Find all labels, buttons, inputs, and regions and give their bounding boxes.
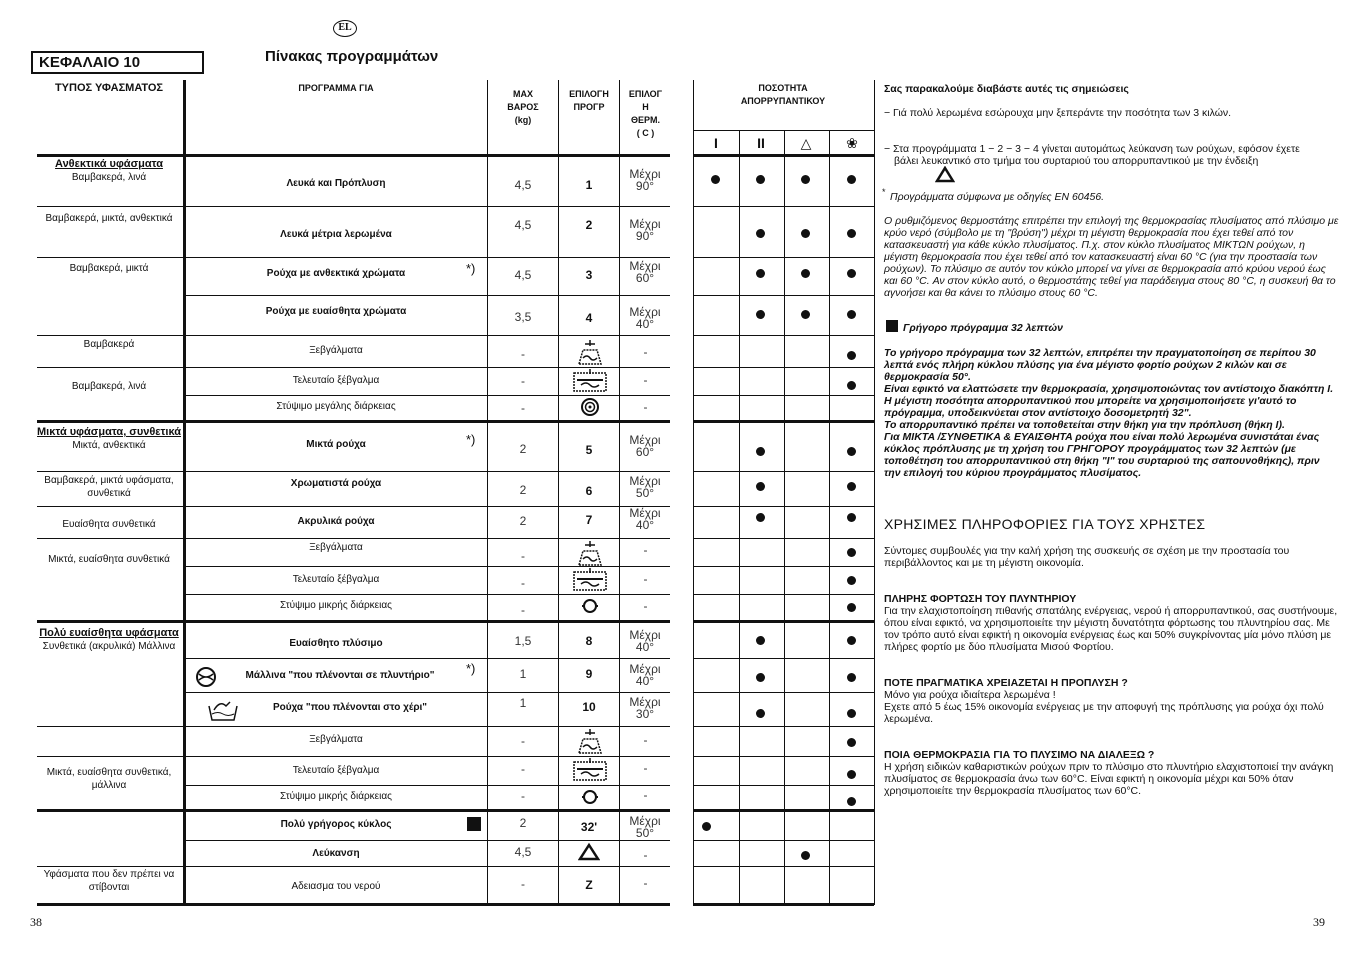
program-name: Στύψιμο μικρής διάρκειας <box>280 791 392 802</box>
bleach-compartment-icon: △ <box>800 135 812 151</box>
program-load: 2 <box>519 816 527 830</box>
quick-program-text: Το γρήγορο πρόγραμμα των 32 λεπτών, επιτρέπει την πραγματοποίηση σε περίπου 30 λεπτά ενός πλήρη κύκλου πλύσης για ένα μέγιστο φορτίο ρούχων 2 κιλών και σε θερμοκρασία 50°. Είναι εφικτό να ελαττώσετε την θερμοκρασία, χρησιμοποιώντας τον αντίστοιχο διακόπτη Ι. Η μέγιστη ποσότητα απορρυπαντικού που μπορείτε να χρησιμοποιήσετε γι'αυτό το πρόγραμμα, υποδεικνύεται στον αντίστοιχο δοσομετρητή 32". Το απορρυπαντικό πρέπει να τοποθετείται στην θήκη για την πρόπλυση (θήκη Ι). Για ΜΙΚΤΑ /ΣΥΝΘΕΤΙΚΑ & ΕΥΑΙΣΘΗΤΑ ρούχα που είναι πολύ λερωμένα συνιστάται ένας κύκλος πρόπλυσης με τη χρήση του ΓΡΗΓΟΡΟΥ προγράμματος των 32 λεπτών (με τοποθέτηση του απορρυπαντικού στη θήκη "Ι" του συρταριού της σαπουνοθήκης), πριν την επιλογή του κύριου προγράμματος πλυσίματος. <box>884 347 1334 479</box>
program-temp: - <box>643 400 648 414</box>
program-name: Στύψιμο μικρής διάρκειας <box>280 600 392 611</box>
program-temp: Μέχρι 50° <box>629 474 661 500</box>
quick-program-title: Γρήγορο πρόγραμμα 32 λεπτών <box>903 322 1063 334</box>
program-name: Πολύ γρήγορος κύκλος <box>280 819 392 830</box>
final-rinse-icon <box>571 368 609 394</box>
rinse-icon <box>575 338 605 366</box>
notes-title: Σας παρακαλούμε διαβάστε αυτές τις σημειώσεις <box>884 83 1129 95</box>
program-temp: Μέχρι 30° <box>629 695 661 721</box>
program-temp: Μέχρι 50° <box>629 814 661 840</box>
program-name: Ακρυλικά ρούχα <box>297 516 375 527</box>
long-spin-icon <box>579 397 601 417</box>
program-name: Ρούχα "που πλένονται στο χέρι" <box>272 702 428 713</box>
program-load: - <box>521 347 525 361</box>
program-name: Λευκά και Πρόπλυση <box>286 178 386 189</box>
program-name: Μικτά ρούχα <box>306 439 366 450</box>
program-selector: 7 <box>585 513 593 527</box>
program-name: Τελευταίο ξέβγαλμα <box>292 765 380 776</box>
info-heading: ΧΡΗΣΙΜΕΣ ΠΛΗΡΟΦΟΡΙΕΣ ΓΙΑ ΤΟΥΣ ΧΡΗΣΤΕΣ <box>884 516 1206 532</box>
note-1: − Γιά πολύ λερωμένα εσώρουχα μην ξεπεράντε την ποσότητα των 3 κιλών. <box>884 107 1232 119</box>
footnote-marker: *) <box>466 661 476 676</box>
program-name: Λευκά μέτρια λερωμένα <box>280 229 392 240</box>
program-temp: Μέχρι 40° <box>629 305 661 331</box>
program-load: - <box>521 401 525 415</box>
program-temp: Μέχρι 40° <box>629 628 661 654</box>
quick-cycle-square-icon <box>467 817 481 831</box>
program-selector: Z <box>585 878 593 892</box>
col-load-header: MAX ΒΑΡΟΣ (kg) <box>507 89 539 125</box>
footnote-marker: *) <box>466 432 476 447</box>
page-number-left: 38 <box>30 915 42 929</box>
note-2: − Στα προγράμματα 1 − 2 − 3 − 4 γίνεται αυτομάτως λεύκανση των ρούχων, εφόσον έχετε βάλει λευκαντικό στο τμήμα του συρταριού του απορρυπαντικού με την ένδειξη <box>884 143 1300 167</box>
program-load: 4,5 <box>514 178 532 192</box>
program-load: 2 <box>519 483 527 497</box>
program-name: Μάλλινα "που πλένονται σε πλυντήριο" <box>245 670 435 681</box>
program-selector: 9 <box>585 667 593 681</box>
fabric-cell: Ευαίσθητα συνθετικά <box>62 519 156 530</box>
program-load: 1 <box>519 696 527 710</box>
program-name: Ρούχα με ευαίσθητα χρώματα <box>265 306 407 317</box>
fabric-cell: Βαμβακερά, λινά <box>71 381 147 392</box>
program-temp: Μέχρι 90° <box>629 217 661 243</box>
fabric-cell: Βαμβακερά, μικτά υφάσματα, συνθετικά <box>44 475 174 499</box>
prewash-text: Μόνο για ρούχα ιδιαίτερα λερωμένα ! Εχετε από 5 έως 15% οικονομία ενέργειας με την αποφυγή της πρόπλυσης για ρούχα όχι πολύ λερωμένα. <box>884 689 1324 725</box>
fabric-cell: Βαμβακερά, μικτά <box>69 263 149 274</box>
program-load: - <box>521 734 525 748</box>
program-load: - <box>521 374 525 388</box>
note-standard: Προγράμματα σύμφωνα με οδηγίες EN 60456. <box>890 191 1105 203</box>
hand-wash-icon <box>206 696 240 722</box>
program-temp: - <box>643 373 648 387</box>
program-name: Στύψιμο μεγάλης διάρκειας <box>276 401 396 412</box>
program-temp: - <box>643 761 648 775</box>
fabric-cell: Μικτά, ευαίσθητα συνθετικά, μάλλινα <box>46 767 172 791</box>
program-temp: Μέχρι 40° <box>629 662 661 688</box>
fabric-cell: Βαμβακερά <box>83 339 135 350</box>
program-selector: 5 <box>585 443 593 457</box>
rinse-icon <box>575 539 605 567</box>
full-load-title: ΠΛΗΡΗΣ ΦΟΡΤΩΣΗ ΤΟΥ ΠΛΥΝΤΗΡΙΟΥ <box>884 593 1077 605</box>
program-temp: - <box>643 733 648 747</box>
program-load: - <box>521 603 525 617</box>
fabric-cell: Ανθεκτικά υφάσματα Βαμβακερά, λινά <box>55 158 163 183</box>
program-temp: - <box>643 543 648 557</box>
compartment-i-icon: I <box>714 135 718 151</box>
program-name: Ευαίσθητο πλύσιμο <box>289 638 383 649</box>
footnote-marker: *) <box>466 261 476 276</box>
program-name: Ξεβγάλματα <box>309 542 363 553</box>
program-selector: 4 <box>585 311 593 325</box>
program-name: Ρούχα με ανθεκτικά χρώματα <box>266 268 406 279</box>
program-selector: 1 <box>585 178 593 192</box>
program-load: 2 <box>519 442 527 456</box>
asterisk-marker: * <box>882 187 886 197</box>
program-name: Τελευταίο ξέβγαλμα <box>292 574 380 585</box>
program-temp: Μέχρι 60° <box>629 433 661 459</box>
program-temp: - <box>643 788 648 802</box>
quick-program-square-icon <box>886 320 898 332</box>
program-name: Ξεβγάλματα <box>309 345 363 356</box>
final-rinse-icon <box>571 757 609 783</box>
softener-compartment-icon: ❀ <box>846 135 858 151</box>
program-selector: 10 <box>582 700 596 714</box>
fabric-cell: Υφάσματα που δεν πρέπει να στίβονται <box>43 869 175 893</box>
short-spin-icon <box>580 788 600 806</box>
short-spin-icon <box>580 597 600 615</box>
program-temp: - <box>643 345 648 359</box>
prewash-title: ΠΟΤΕ ΠΡΑΓΜΑΤΙΚΑ ΧΡΕΙΑΖΕΤΑΙ Η ΠΡΟΠΛΥΣΗ ? <box>884 677 1128 689</box>
program-selector: 8 <box>585 634 593 648</box>
rinse-icon <box>575 727 605 755</box>
compartment-ii-icon: II <box>757 135 765 151</box>
temperature-text: Η χρήση ειδικών καθαριστικών ρούχων πριν το πλύσιμο στο πλυντήριο ελαχιστοποιεί την ανάγκη πλυσίματος σε θερμοκρασία άνω των 60°C. Είναι εφικτή η οικονομία μέχρι και 50% όταν χρησιμοποιείτε την θερμοκρασία πλυσίματος των 60°C. <box>884 761 1334 797</box>
program-load: 1,5 <box>514 634 532 648</box>
col-select-header: ΕΠΙΛΟΓΗ ΠΡΟΓΡ <box>569 89 609 112</box>
program-name: Τελευταίο ξέβγαλμα <box>292 375 380 386</box>
program-selector: 2 <box>585 218 593 232</box>
page-number-right: 39 <box>1313 915 1325 929</box>
program-temp: Μέχρι 40° <box>629 506 661 532</box>
fabric-cell: Μικτά υφάσματα, συνθετικά Μικτά, ανθεκτικά <box>37 426 182 451</box>
fabric-cell: Πολύ ευαίσθητα υφάσματα Συνθετικά (ακρυλικά) Μάλλινα <box>39 627 179 652</box>
thermostat-note: Ο ρυθμιζόμενος θερμοστάτης επιτρέπει την επιλογή της θερμοκρασίας πλυσίματος από πλύσιμο με κρύο νερό (σύμβολο με τη "βρύση") μέχρι τη μέγιστη θερμοκρασία που έχει τεθεί από τον κατασκευαστή για κάθε κύκλο πλυσίματος. Π.χ. στον κύκλο πλυσίματος ΜΙΚΤΩΝ ρούχων, η μέγιστη θερμοκρασία που έχει τεθεί από τον κατασκευαστή είναι 60 °C (για την προστασία των ρούχων). Το πλύσιμο σε αυτόν τον κύκλο μπορεί να γίνει σε θερμοκρασία από κρύου νερού έως και 60 °C. Αν στον κύκλο αυτό, ο θερμοστάτης τεθεί για παράδειγμα στους 80 °C, η συσκευή θα το αγνοήσει και θα κάνει το πλύσιμο στους 60 °C. <box>884 215 1339 299</box>
chapter-title: ΚΕΦΑΛΑΙΟ 10 <box>31 51 204 74</box>
col-temp-header: ΕΠΙΛΟΓ Η ΘΕΡΜ. ( C ) <box>628 89 663 138</box>
program-temp: Μέχρι 90° <box>629 167 661 193</box>
info-intro: Σύντομες συμβουλές για την καλή χρήση της συσκευής σε σχέση με την προστασία του περιβάλλοντος και με τη μέγιστη οικονομία. <box>884 545 1290 569</box>
program-temp: - <box>643 876 648 890</box>
wool-icon <box>195 666 217 688</box>
fabric-cell: Βαμβακερά, μικτά, ανθεκτικά <box>45 213 173 224</box>
bleach-icon <box>578 842 600 862</box>
col-program-header: ΠΡΟΓΡΑΜΜΑ ΓΙΑ <box>298 83 374 93</box>
program-load: - <box>521 762 525 776</box>
full-load-text: Για την ελαχιστοποίηση πιθανής σπατάλης ενέργειας, νερού ή απορρυπαντικού, σας συστήνουμε, όπου είναι εφικτό, να χρησιμοποιείτε την μέγιστη δυνατότητα φόρτωσης του πλυντηρίου σας. Με τον τρόπο αυτό είναι εφικτή η οικονομία ενέργειας έως και 50% συγκρίνοντας μία μόνο πλύση με πλήρες φορτίο με δύο πλυσίματα Μισού Φορτίου. <box>884 605 1338 653</box>
program-load: 4,5 <box>514 218 532 232</box>
program-temp: Μέχρι 60° <box>629 259 661 285</box>
program-load: 4,5 <box>514 268 532 282</box>
fabric-cell: Μικτά, ευαίσθητα συνθετικά <box>48 554 170 565</box>
col-fabric-header: ΤΥΠΟΣ ΥΦΑΣΜΑΤΟΣ <box>54 82 164 94</box>
program-load: - <box>521 789 525 803</box>
program-load: 2 <box>519 514 527 528</box>
program-name: Αδειασμα του νερού <box>291 881 381 892</box>
program-name: Χρωματιστά ρούχα <box>290 478 382 489</box>
program-load: - <box>521 877 525 891</box>
program-name: Λεύκανση <box>312 848 360 859</box>
col-detergent-header: ΠΟΣΟΤΗΤΑ ΑΠΟΡΡΥΠΑΝΤΙΚΟΥ <box>740 83 826 106</box>
program-name: Ξεβγάλματα <box>309 734 363 745</box>
program-temp: - <box>643 572 648 586</box>
program-selector: 32' <box>580 820 598 834</box>
program-load: - <box>521 576 525 590</box>
program-load: 1 <box>519 667 527 681</box>
program-temp: - <box>643 599 648 613</box>
program-load: 3,5 <box>514 310 532 324</box>
final-rinse-icon <box>571 567 609 593</box>
language-badge: EL <box>333 20 357 37</box>
bleach-icon <box>935 166 955 183</box>
program-load: 4,5 <box>514 845 532 859</box>
program-load: - <box>521 549 525 563</box>
program-temp: - <box>643 848 648 862</box>
page-title: Πίνακας προγραμμάτων <box>265 48 439 65</box>
temperature-title: ΠΟΙΑ ΘΕΡΜΟΚΡΑΣΙΑ ΓΙΑ ΤΟ ΠΛΥΣΙΜΟ ΝΑ ΔΙΑΛΕΞΩ ? <box>884 749 1155 761</box>
program-selector: 6 <box>585 484 593 498</box>
program-selector: 3 <box>585 268 593 282</box>
